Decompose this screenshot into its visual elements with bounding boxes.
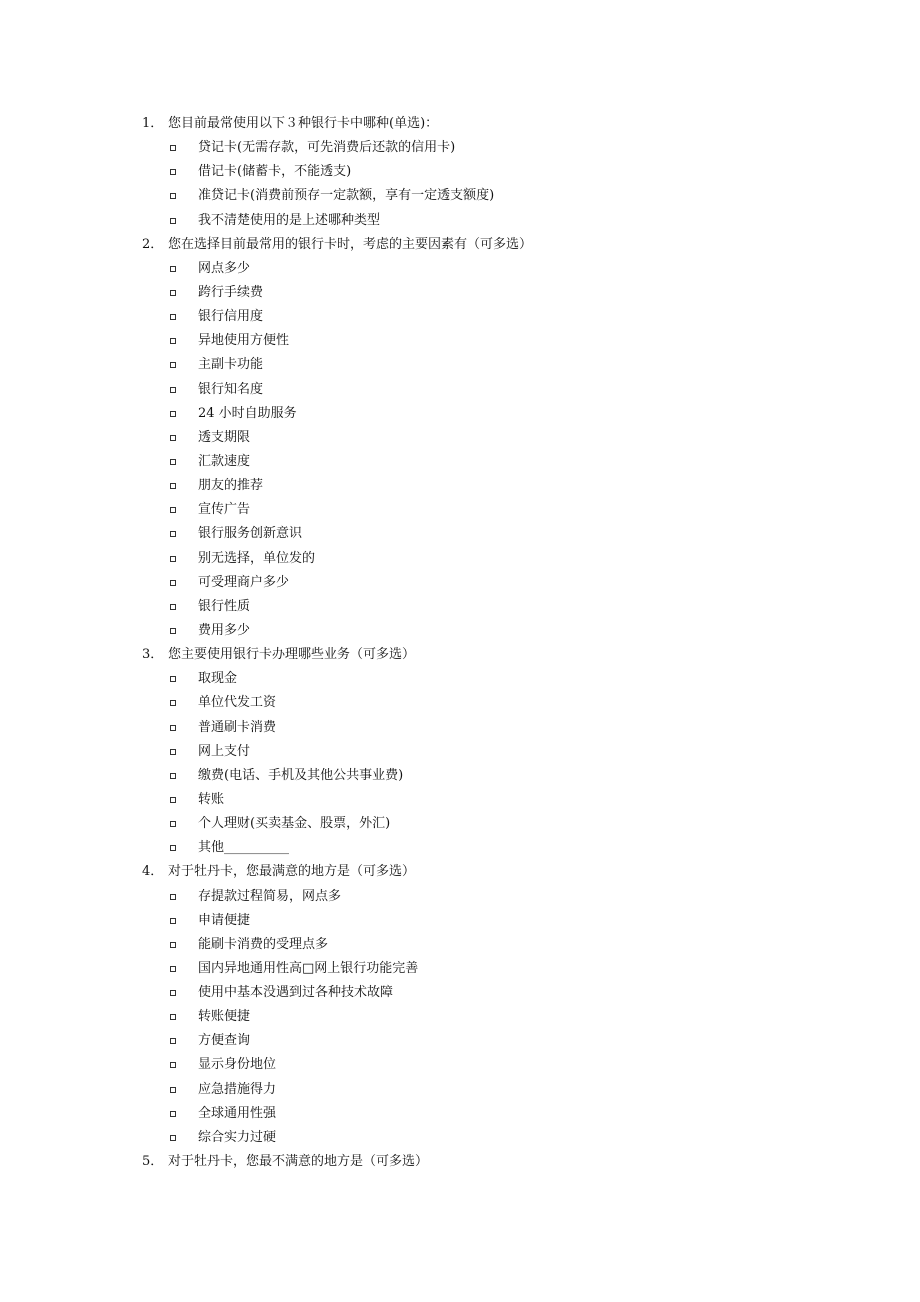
- question-text: 您目前最常使用以下３种银行卡中哪种(单选)：: [168, 116, 439, 131]
- option-item[interactable]: [0, 353, 920, 377]
- checkbox-icon[interactable]: [170, 145, 176, 151]
- option-item[interactable]: [0, 933, 920, 957]
- checkbox-icon[interactable]: [170, 387, 176, 393]
- option-label: 缴费(电话、手机及其他公共事业费): [198, 767, 404, 783]
- checkbox-icon[interactable]: [170, 966, 176, 972]
- option-label: 存提款过程简易，网点多: [198, 888, 342, 904]
- checkbox-icon[interactable]: [170, 556, 176, 562]
- option-item[interactable]: [0, 667, 920, 691]
- checkbox-icon[interactable]: [170, 821, 176, 827]
- option-label: 单位代发工资: [198, 695, 277, 711]
- checkbox-icon[interactable]: [170, 942, 176, 948]
- checkbox-icon[interactable]: [170, 604, 176, 610]
- checkbox-icon[interactable]: [170, 507, 176, 513]
- checkbox-icon[interactable]: [170, 676, 176, 682]
- checkbox-icon[interactable]: [170, 314, 176, 320]
- option-label: 银行信用度: [198, 309, 264, 325]
- option-label: 能刷卡消费的受理点多: [198, 936, 329, 952]
- option-label: 银行性质: [198, 598, 251, 614]
- option-item[interactable]: [0, 426, 920, 450]
- checkbox-icon[interactable]: [170, 725, 176, 731]
- checkbox-icon[interactable]: [170, 218, 176, 224]
- option-item[interactable]: [0, 329, 920, 353]
- option-item[interactable]: [0, 305, 920, 329]
- option-item[interactable]: [0, 160, 920, 184]
- question-heading: [0, 860, 920, 884]
- option-item[interactable]: [0, 1029, 920, 1053]
- question-2: [0, 233, 920, 643]
- checkbox-icon[interactable]: [170, 1111, 176, 1117]
- option-item[interactable]: [0, 812, 920, 836]
- checkbox-icon[interactable]: [170, 1014, 176, 1020]
- option-label: 朋友的推荐: [198, 478, 264, 494]
- option-label: 网点多少: [198, 260, 251, 276]
- option-item[interactable]: [0, 691, 920, 715]
- question-text: 对于牡丹卡，您最不满意的地方是（可多选）: [168, 1154, 429, 1170]
- checkbox-icon[interactable]: [170, 990, 176, 996]
- question-1: [0, 112, 920, 233]
- option-item[interactable]: [0, 1078, 920, 1102]
- checkbox-icon[interactable]: [170, 266, 176, 272]
- option-item[interactable]: [0, 378, 920, 402]
- option-item[interactable]: [0, 885, 920, 909]
- checkbox-icon[interactable]: [170, 531, 176, 537]
- option-label: 方便查询: [198, 1033, 251, 1049]
- option-item[interactable]: [0, 257, 920, 281]
- option-label: 准贷记卡(消费前预存一定款额，享有一定透支额度): [198, 188, 495, 204]
- question-3: [0, 643, 920, 860]
- option-item[interactable]: [0, 716, 920, 740]
- question-heading: [0, 233, 920, 257]
- checkbox-icon[interactable]: [170, 797, 176, 803]
- checkbox-icon[interactable]: [170, 1062, 176, 1068]
- checkbox-icon[interactable]: [170, 338, 176, 344]
- option-label: 转账: [198, 791, 225, 807]
- option-item[interactable]: [0, 450, 920, 474]
- option-label: 贷记卡(无需存款，可先消费后还款的信用卡): [198, 140, 456, 156]
- option-label: 普通刷卡消费: [198, 719, 277, 735]
- checkbox-icon[interactable]: [170, 411, 176, 417]
- checkbox-icon[interactable]: [170, 1135, 176, 1141]
- option-label: 宣传广告: [198, 502, 251, 518]
- option-label: 我不清楚使用的是上述哪种类型: [198, 212, 381, 228]
- option-label: 网上支付: [198, 743, 251, 759]
- checkbox-icon[interactable]: [170, 773, 176, 779]
- questionnaire: [0, 112, 920, 1174]
- option-item[interactable]: [0, 836, 920, 860]
- question-4: [0, 860, 920, 1150]
- checkbox-icon[interactable]: [170, 169, 176, 175]
- option-label: 可受理商户多少: [198, 574, 290, 590]
- question-text: 您主要使用银行卡办理哪些业务（可多选）: [168, 647, 416, 663]
- checkbox-icon[interactable]: [170, 845, 176, 851]
- checkbox-icon[interactable]: [170, 435, 176, 441]
- option-item[interactable]: [0, 740, 920, 764]
- option-item[interactable]: [0, 1102, 920, 1126]
- option-label: 透支期限: [198, 429, 251, 445]
- option-item[interactable]: [0, 981, 920, 1005]
- checkbox-icon[interactable]: [170, 362, 176, 368]
- question-number: 4．: [142, 864, 164, 880]
- option-label: 费用多少: [198, 622, 251, 638]
- checkbox-icon[interactable]: [170, 459, 176, 465]
- question-number: 2．: [142, 236, 164, 252]
- checkbox-icon[interactable]: [170, 894, 176, 900]
- option-label: 申请便捷: [198, 912, 251, 928]
- option-item[interactable]: [0, 1005, 920, 1029]
- option-label: 取现金: [198, 671, 238, 687]
- option-label: 汇款速度: [198, 453, 251, 469]
- question-number: 5．: [142, 1154, 164, 1170]
- option-label: 24 小时自助服务: [198, 405, 297, 421]
- option-label: 银行服务创新意识: [198, 526, 303, 542]
- question-text: 您在选择目前最常用的银行卡时，考虑的主要因素有（可多选）: [168, 236, 533, 252]
- option-label: 国内异地通用性高□网上银行功能完善: [198, 960, 419, 976]
- option-item[interactable]: [0, 474, 920, 498]
- option-item[interactable]: [0, 547, 920, 571]
- option-label: 跨行手续费: [198, 284, 264, 300]
- option-label: 主副卡功能: [198, 357, 264, 373]
- checkbox-icon[interactable]: [170, 1087, 176, 1093]
- checkbox-icon[interactable]: [170, 628, 176, 634]
- checkbox-icon[interactable]: [170, 749, 176, 755]
- question-5: [0, 1150, 920, 1174]
- checkbox-icon[interactable]: [170, 918, 176, 924]
- option-label: 使用中基本没遇到过各种技术故障: [198, 985, 394, 1001]
- option-item[interactable]: [0, 619, 920, 643]
- checkbox-icon[interactable]: [170, 193, 176, 199]
- option-label: 别无选择，单位发的: [198, 550, 316, 566]
- option-label: 借记卡(储蓄卡，不能透支): [198, 164, 352, 180]
- option-item[interactable]: [0, 571, 920, 595]
- option-item[interactable]: [0, 1126, 920, 1150]
- checkbox-icon[interactable]: [170, 700, 176, 706]
- option-item[interactable]: [0, 788, 920, 812]
- question-heading: [0, 1150, 920, 1174]
- option-item[interactable]: [0, 184, 920, 208]
- checkbox-icon[interactable]: [170, 290, 176, 296]
- option-item[interactable]: [0, 136, 920, 160]
- option-item[interactable]: [0, 402, 920, 426]
- option-label: 应急措施得力: [198, 1081, 277, 1097]
- checkbox-icon[interactable]: [170, 483, 176, 489]
- option-label: 转账便捷: [198, 1009, 251, 1025]
- checkbox-icon[interactable]: [170, 1038, 176, 1044]
- option-label: 异地使用方便性: [198, 333, 290, 349]
- option-item[interactable]: [0, 498, 920, 522]
- option-label: 显示身份地位: [198, 1057, 277, 1073]
- question-heading: [0, 643, 920, 667]
- option-label: 综合实力过硬: [198, 1129, 277, 1145]
- checkbox-icon[interactable]: [170, 580, 176, 586]
- option-item[interactable]: [0, 764, 920, 788]
- option-item[interactable]: [0, 522, 920, 546]
- option-item[interactable]: [0, 957, 920, 981]
- option-label: 个人理财(买卖基金、股票，外汇): [198, 816, 391, 832]
- option-label: 全球通用性强: [198, 1105, 277, 1121]
- option-item[interactable]: [0, 909, 920, 933]
- option-item[interactable]: [0, 1053, 920, 1077]
- question-heading: [0, 112, 920, 136]
- option-item[interactable]: [0, 281, 920, 305]
- option-label: 其他__________: [198, 840, 290, 856]
- option-label: 银行知名度: [198, 381, 264, 397]
- option-item[interactable]: [0, 595, 920, 619]
- question-number: 1．: [142, 116, 164, 131]
- option-item[interactable]: [0, 209, 920, 233]
- question-number: 3．: [142, 647, 164, 663]
- question-text: 对于牡丹卡，您最满意的地方是（可多选）: [168, 864, 416, 880]
